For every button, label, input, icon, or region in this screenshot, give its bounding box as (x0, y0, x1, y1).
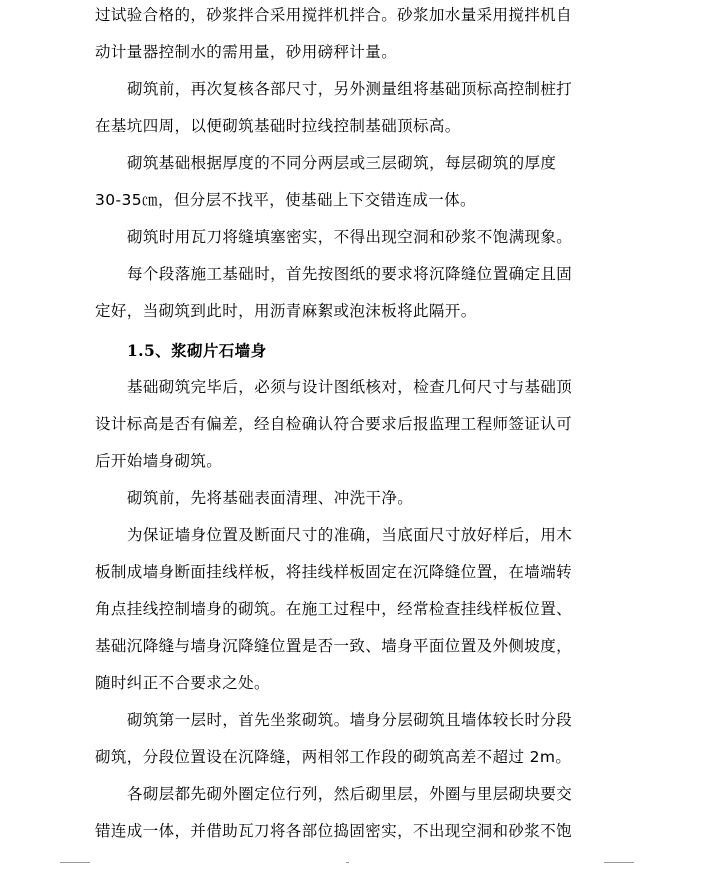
text-line-2: 动计量器控制水的需用量，砂用磅秤计量。 (95, 43, 398, 61)
text-line-3: 砌筑前，再次复核各部尺寸，另外测量组将基础顶标高控制桩打 (127, 80, 573, 98)
text-line-13: 后开始墙身砌筑。 (95, 452, 223, 470)
text-line-8: 每个段落施工基础时，首先按图纸的要求将沉降缝位置确定且固 (127, 265, 573, 283)
text-line-18: 基础沉降缝与墙身沉降缝位置是否一致、墙身平面位置及外侧坡度， (95, 637, 573, 655)
text-line-14: 砌筑前，先将基础表面清理、冲洗干净。 (127, 489, 414, 507)
text-line-15: 为保证墙身位置及断面尺寸的准确，当底面尺寸放好样后，用木 (127, 526, 573, 544)
text-line-11: 基础砌筑完毕后，必须与设计图纸核对，检查几何尺寸与基础顶 (127, 378, 573, 396)
page-margin-mark-center (346, 862, 349, 863)
text-line-22: 各砌层都先砌外圈定位行列，然后砌里层，外圈与里层砌块要交 (127, 785, 573, 803)
text-line-23: 错连成一体，并借助瓦刀将各部位捣固密实，不出现空洞和砂浆不饱 (95, 822, 573, 840)
text-line-1: 过试验合格的，砂浆拌合采用搅拌机拌合。砂浆加水量采用搅拌机自 (95, 6, 573, 24)
text-line-16: 板制成墙身断面挂线样板，将挂线样板固定在沉降缝位置，在墙端转 (95, 563, 573, 581)
text-line-12: 设计标高是否有偏差，经自检确认符合要求后报监理工程师签证认可 (95, 415, 573, 433)
text-line-9: 定好，当砌筑到此时，用沥青麻絮或泡沫板将此隔开。 (95, 302, 477, 320)
text-line-20: 砌筑第一层时，首先坐浆砌筑。墙身分层砌筑且墙体较长时分段 (127, 711, 573, 729)
text-line-5: 砌筑基础根据厚度的不同分两层或三层砌筑，每层砌筑的厚度 (127, 154, 557, 172)
text-line-19: 随时纠正不合要求之处。 (95, 674, 270, 692)
text-line-17: 角点挂线控制墙身的砌筑。在施工过程中，经常检查挂线样板位置、 (95, 600, 573, 618)
text-line-4: 在基坑四周，以便砌筑基础时拉线控制基础顶标高。 (95, 117, 461, 135)
text-line-21: 砌筑，分段位置设在沉降缝，两相邻工作段的砌筑高差不超过 2m。 (95, 748, 572, 766)
text-line-6: 30-35㎝，但分层不找平，使基础上下交错连成一体。 (95, 191, 476, 209)
section-heading: 1.5、浆砌片石墙身 (127, 341, 267, 360)
text-line-7: 砌筑时用瓦刀将缝填塞密实，不得出现空洞和砂浆不饱满现象。 (127, 228, 573, 246)
